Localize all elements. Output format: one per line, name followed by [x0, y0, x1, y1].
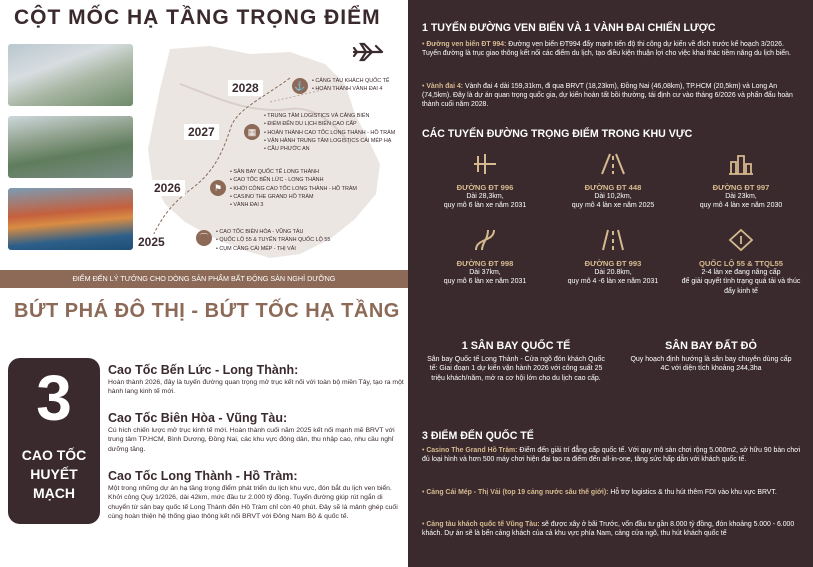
city-buildings-icon	[728, 152, 754, 176]
road-ql55: QUỐC LỘ 55 & TTQL55 2-4 làn xe đang nâng cấp để giải quyết tình trạng quá tải và thúc đẩy kinh tế	[676, 228, 806, 296]
highway-lanes-icon	[600, 228, 626, 252]
intl-airport-block	[426, 340, 606, 383]
timeline-curve	[140, 70, 320, 250]
year-2028: 2028	[228, 80, 263, 96]
dat-do-airport-title: SÂN BAY ĐẤT ĐỎ	[665, 340, 757, 352]
big-caption: CAO TỐC HUYẾT MẠCH	[21, 447, 87, 501]
road-junction-icon	[472, 152, 498, 176]
big-number: 3	[36, 362, 72, 434]
intl-airport-desc: Sân bay Quốc tế Long Thành - Cửa ngõ đón khách Quốc tế: Giai đoạn 1 dự kiến vận hành 2026 với công suất 25 triệu khách/năm, mở ra cơ hội lớn cho du lịch cao cấp.	[427, 356, 605, 382]
logistics-icon: ▦	[244, 124, 260, 140]
road-dt998: ĐƯỜNG ĐT 998 Dài 37km, quy mô 6 làn xe năm 2031	[420, 228, 550, 287]
expressway-name: Cao Tốc Bến Lức - Long Thành:	[108, 363, 299, 377]
coastal-ring-heading: 1 TUYẾN ĐƯỜNG VEN BIỂN VÀ 1 VÀNH ĐAI CHIẾN LƯỢC	[422, 22, 716, 34]
port-icon: ⚓	[292, 78, 308, 94]
dat-do-airport-desc: Quy hoạch định hướng là sân bay chuyên dùng cấp 4C với diện tích khoảng 244,3ha	[630, 356, 792, 373]
road-dt448: ĐƯỜNG ĐT 448 Dài 10,2km, quy mô 4 làn xe năm 2025	[548, 152, 678, 211]
airport-photo	[8, 44, 133, 106]
destination-casino: • Casino The Grand Hồ Tràm: Điểm đến giải trí đẳng cấp quốc tế. Với quy mô sàn chơi rộng 5.000m2, sở hữu 90 bàn chơi đủ loại hình và hơn 500 máy chơi hiện đại tạo ra điểm đến all-in-one, tăng sức hấp dẫn với khách quốc tế.	[422, 447, 801, 464]
coastal-road-paragraph: • Đường ven biển ĐT 994: Đường ven biển ĐT994 đẩy mạnh tiến độ thi công dự kiến về đích trước kế hoạch 3/2026. Tuyến đường là trục giao thông kết nối các điểm du lịch, tạo điều kiện thuận lợi cho việc khai thác tiềm năng du lịch biển.	[422, 41, 791, 58]
airplane-icon	[352, 42, 386, 62]
dat-do-airport-block	[626, 340, 796, 374]
breakthrough-title: BỨT PHÁ ĐÔ THỊ - BỨT TỐC HẠ TẦNG	[14, 300, 400, 322]
intl-airport-title: 1 SÂN BAY QUỐC TẾ	[461, 340, 571, 352]
banner: ĐIỂM ĐẾN LÝ TƯỞNG CHO DÒNG SẢN PHẨM BẤT ĐỘNG SẢN NGHỈ DƯỠNG	[0, 270, 408, 288]
expressway-desc: Hoàn thành 2026, đây là tuyến đường quan trọng mở trục kết nối với toàn bộ miền Tây, tạo ra một hành lang kinh tế mới.	[108, 379, 404, 396]
expressway-long-thanh	[108, 469, 404, 522]
year-2028-items: • CẢNG TÀU KHÁCH QUỐC TẾ • HOÀN THÀNH VÀNH ĐAI 4	[312, 77, 389, 94]
year-2026: 2026	[150, 180, 185, 196]
expressway-bien-hoa	[108, 411, 404, 454]
road-dt997: ĐƯỜNG ĐT 997 Dài 23km, quy mô 4 làn xe năm 2030	[676, 152, 806, 211]
expressway-name: Cao Tốc Biên Hòa - Vũng Tàu:	[108, 411, 288, 425]
three-expressways-box	[8, 358, 100, 524]
expressway-desc: Một trong những dự án hạ tầng trọng điểm phát triển du lịch khu vực, đón bắt du lịch ven biển. Khởi công Quý 1/2026, dài 42km, mức đầu tư 2.000 tỷ đồng. Tuyến đường giúp rút ngắn di chuyển từ sân bay quốc tế Long Thành đến Hồ Tràm chỉ còn 40 phút. Đây sẽ là mảnh ghép cuối cùng hoàn thiện hệ thống giao thông kết nối BRVT với Đông Nam Bộ & quốc tế.	[108, 485, 398, 521]
milestones-title: CỘT MỐC HẠ TẦNG TRỌNG ĐIỂM	[14, 6, 381, 29]
key-roads-heading: CÁC TUYẾN ĐƯỜNG TRỌNG ĐIỂM TRONG KHU VỰC	[422, 128, 693, 140]
destination-cruise-port: • Cảng tàu khách quốc tế Vũng Tàu: sẽ được xây ở bãi Trước, vốn đầu tư gần 8.000 tỷ đồng, đón khoảng 5.000 - 6.000 khách. Dự án sẽ là bến cảng khách của cả khu vực phía Nam, cảng cửa ngõ, thu hút khách quốc tế	[422, 521, 795, 538]
road-dt996: ĐƯỜNG ĐT 996 Dài 28,3km, quy mô 6 làn xe năm 2031	[420, 152, 550, 211]
road-icon: ⚑	[210, 180, 226, 196]
ring-road-paragraph: • Vành đai 4: Vành đai 4 dài 159,31km, đi qua BRVT (18,23km), Đồng Nai (46,08km), TP.HCM (20,5km) và Long An (74,5km). Đây là dự án quan trọng quốc gia, dự kiến hoàn tất bồi thường, tái định cư vào tháng 6/2026 và phấn đấu hoàn thành cuối năm 2028.	[422, 83, 793, 109]
year-2027-items: • TRUNG TÂM LOGISTICS VÀ CẢNG BIỂN • ĐIỂM ĐẾN DU LỊCH BIỂN CAO CẤP • HOÀN THÀNH CAO TỐC LONG THÀNH - HỒ TRÀM • VẬN HÀNH TRUNG TÂM LOGISTICS CÁI MÉP HẠ • CẦU PHƯỚC AN	[264, 112, 395, 153]
year-2027: 2027	[184, 124, 219, 140]
road-perspective-icon	[600, 152, 626, 176]
road-dt993: ĐƯỜNG ĐT 993 Dài 20.8km, quy mô 4 -6 làn xe năm 2031	[548, 228, 678, 287]
seaport-photo	[8, 188, 133, 250]
curved-road-icon	[472, 228, 498, 252]
year-2026-items: • SÂN BAY QUỐC TẾ LONG THÀNH • CAO TỐC BẾN LỨC - LONG THÀNH • KHỞI CÔNG CAO TỐC LONG THÀNH - HỒ TRÀM • CASINO THE GRAND HỒ TRÀM • VÀNH ĐAI 3	[230, 168, 357, 209]
right-panel	[408, 0, 813, 567]
year-2025: 2025	[134, 234, 169, 250]
expressway-ben-luc	[108, 363, 404, 397]
highway-photo	[8, 116, 133, 178]
expressway-desc: Cú hích chiến lược mở trục kinh tế mới. Hoàn thành cuối năm 2025 kết nối mạnh mẽ BRVT với trung tâm TP.HCM, Bình Dương, Đồng Nai, các khu vực đông dân, thu nhập cao, nhu cầu nghỉ dưỡng tăng.	[108, 427, 395, 453]
road-sign-icon	[728, 228, 754, 252]
expressway-name: Cao Tốc Long Thành - Hồ Tràm:	[108, 469, 298, 483]
year-2025-items: • CAO TỐC BIÊN HÒA - VŨNG TÀU • QUỐC LỘ 55 & TUYẾN TRÁNH QUỐC LỘ 55 • CỤM CẢNG CÁI MÉP - THỊ VẢI	[216, 228, 330, 253]
intl-destinations-heading: 3 ĐIỂM ĐẾN QUỐC TẾ	[422, 430, 534, 442]
destination-cai-mep: • Cảng Cái Mép - Thị Vải (top 19 cảng nước sâu thế giới): Hỗ trợ logistics & thu hút thêm FDI vào khu vực BRVT.	[422, 489, 777, 496]
bridge-icon: ⌒	[196, 230, 212, 246]
